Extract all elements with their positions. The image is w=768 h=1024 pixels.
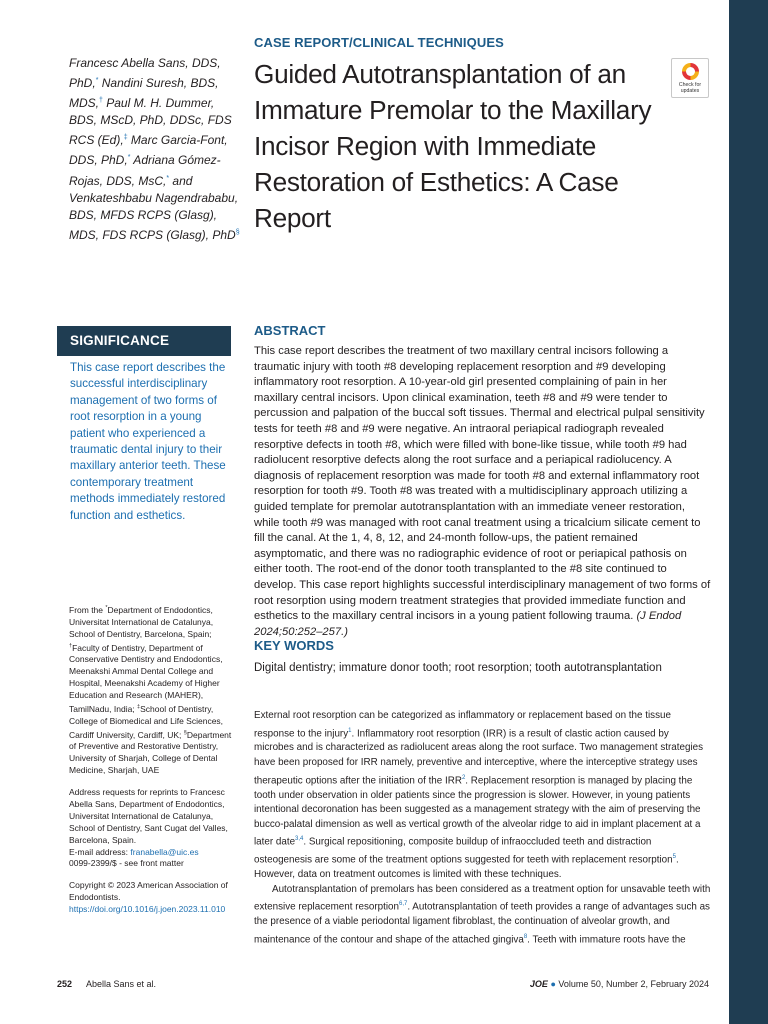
significance-body: This case report describes the successful interdisciplinary management of two forms of root resorption in a young patient who experienced a traumatic dental injury to their maxillary anterior teeth. These contemporary treatment methods immediately restored function and esthetics. (70, 361, 226, 522)
affiliation-text: Department of Endodontics, Universitat International de Catalunya, School of Dentistry, Barcelona, Spain; (69, 604, 214, 639)
author-affiliation-mark: * (127, 154, 131, 162)
author-list (69, 55, 244, 244)
author-name: Paul M. H. Dummer, BDS, MScD, PhD, DDSc, FDS RCS (Ed), (69, 96, 232, 148)
copyright-text: Copyright © 2023 American Association of Endodontists. (69, 880, 228, 903)
author-affiliation-mark: † (99, 97, 103, 105)
copyright-block (69, 880, 234, 916)
badge-text: Check for updates (678, 82, 702, 94)
abstract-heading: ABSTRACT (254, 323, 326, 338)
section-label: CASE REPORT/CLINICAL TECHNIQUES (254, 35, 504, 50)
body-paragraph (254, 883, 711, 948)
affiliation-text: From the (69, 604, 106, 615)
body-text-segment: Autotransplantation of premolars has been considered as a treatment option for unsavable teeth with extensive replacement resorption (254, 883, 711, 913)
issue-info: Volume 50, Number 2, February 2024 (558, 979, 709, 989)
affiliations-block (69, 603, 234, 926)
page-number: 252 (57, 979, 73, 989)
journal-abbrev: JOE (529, 979, 548, 989)
body-paragraph (254, 709, 711, 883)
keywords-heading: KEY WORDS (254, 638, 334, 653)
reference-link[interactable]: 2 (461, 774, 466, 781)
keywords-body: Digital dentistry; immature donor tooth; root resorption; tooth autotransplantation (254, 662, 662, 674)
reference-link[interactable]: 3,4 (295, 836, 304, 843)
journal-citation: (J Endod 2024;50:252–257.) (254, 610, 682, 638)
author-name: Adriana Gómez-Rojas, DDS, MsC, (69, 153, 221, 188)
email-link[interactable]: franabella@uic.es (130, 846, 199, 857)
body-text-segment: . Replacement resorption is managed by placing the tooth under observation in older patients since the progression is slower. However, in young patients intentional decoronation has been suggested as a management strategy with the aim of preserving the bucco-palatal dimension as well as vertical growth of the alveolar ridge to aid in implant placement at a later date (254, 774, 701, 848)
reprint-text: Address requests for reprints to Francesc Abella Sans, Department of Endodontics, Universitat International de Catalunya, School of Dentistry, Sant Cugat del Valles, Barcelona, Spain. (69, 787, 228, 845)
bullet-separator: ● (550, 979, 556, 989)
affiliation-text: Department of Preventive and Restorative Dentistry, University of Sharjah, College of Dental Medicine, Sharjah, UAE (69, 729, 232, 776)
author-name: Francesc Abella Sans, DDS, PhD, (69, 56, 221, 91)
body-text-segment: . However, data on treatment outcomes is limited with these techniques. (254, 854, 679, 881)
author-affiliation-mark: § (235, 228, 240, 236)
check-for-updates-icon (682, 63, 699, 80)
affiliation-mark: ‡ (137, 703, 141, 710)
author-affiliation-mark: * (95, 77, 99, 85)
body-text-segment: . Inflammatory root resorption (IRR) is a result of clastic action caused by microbes and is characterized as radiolucent areas along the root surface. Two management strategies have been proposed for IRR namely, preventive and interceptive, where the interceptive strategy uses therapeutic options after the initiation of the IRR (254, 727, 704, 786)
reference-link[interactable]: 8 (523, 933, 528, 940)
abstract-text: This case report describes the treatment of two maxillary central incisors following a traumatic injury with tooth #8 developing replacement resorption and #9 developing inflammatory root resorption. A 10-year-old girl presented complaining of pain in her maxillary central incisors. Upon clinical examination, teeth #8 and #9 were tender to percussion and palpation of the buccal soft tissues. Thermal and electrical pulpal sensitivity tests for teeth #8 and #9 were negative. An intraoral periapical radiograph revealed resorptive defects in tooth #8, which were filled with bone-like tissue, while tooth #9 had radiolucent resorptive defects along the root surface and a periapical radiolucency. A diagnosis of replacement resorption was made for tooth #8 and external inflammatory root resorption for tooth #9. Tooth #8 was treated with a multidisciplinary approach utilizing a guided template for premolar autotransplantation with an immediate veneer restoration, while tooth #9 was managed with root canal treatment using a tricalcium silicate cement to fill the canal. At the 1, 4, 8, 12, and 24-month follow-ups, the patient remained asymptomatic, and there was no radiographic evidence of root or periapical pathosis on either tooth. The root-end of the donor tooth transplanted to the #8 site continued to develop. This case report highlights successful interdisciplinary management of two forms of root resorption using modern treatment strategies that provided immediate function and esthetics to the maxillary central incisors in a young patient following trauma. (254, 345, 711, 623)
author-name: and Venkateshbabu Nagendrababu, BDS, MFDS RCPS (Glasg), MDS, FDS RCPS (Glasg), PhD (69, 173, 239, 242)
email-label: E-mail address: (69, 846, 131, 857)
main-body-text (254, 709, 711, 948)
check-for-updates-badge[interactable] (671, 58, 709, 98)
affiliation-mark: § (183, 729, 187, 736)
doi-link[interactable]: https://doi.org/10.1016/j.joen.2023.11.010 (69, 904, 226, 915)
author-name: Nandini Suresh, BDS, MDS, (69, 76, 219, 111)
issn-text: 0099-2399/$ - see front matter (69, 858, 184, 869)
affiliation-mark: * (105, 605, 108, 611)
reference-link[interactable]: 1 (348, 727, 352, 734)
body-text-segment: External root resorption can be categorized as inflammatory or replacement based on the tissue response to the injury (254, 710, 671, 739)
body-text-segment: . Surgical repositioning, composite buildup of infraoccluded teeth and distraction osteogenesis are some of the treatment options suggested for teeth with replacement resorption (254, 836, 673, 866)
author-affiliation-mark: ‡ (123, 134, 128, 142)
body-text-segment: . Teeth with immature roots have the (527, 934, 686, 945)
body-text-segment: . Autotransplantation of teeth provides a range of advantages such as the presence of a viable periodontal ligament fibroblast, the continuation of alveolar growth, and maintenance of the contour and shape of the attached gingiva (254, 901, 710, 945)
reference-link[interactable]: 5 (672, 854, 676, 861)
author-name: Marc Garcia-Font, DDS, PhD, (69, 133, 228, 168)
affiliation-text: School of Dentistry, College of Biomedical and Life Sciences, Cardiff University, Cardiff, UK; (69, 703, 224, 740)
affiliation-mark: † (69, 642, 73, 649)
article-title: Guided Autotransplantation of an Immature Premolar to the Maxillary Incisor Region with Immediate Restoration of Esthetics: A Case Report (254, 59, 652, 233)
affiliation-text: Faculty of Dentistry, Department of Conservative Dentistry and Endodontics, Meenakshi Ammal Dental College and Hospital, Meenakshi Academy of Higher Education and Research (MAHER), TamilNadu, India; (69, 642, 223, 714)
abstract-body (254, 344, 711, 640)
running-author: Abella Sans et al. (86, 979, 157, 989)
reference-link[interactable]: 6,7 (399, 901, 408, 908)
side-color-band (729, 0, 768, 1024)
journal-footer (530, 979, 709, 989)
affiliation-from (69, 603, 234, 777)
significance-heading: SIGNIFICANCE (57, 326, 231, 356)
reprint-address (69, 787, 234, 870)
author-affiliation-mark: * (166, 174, 170, 182)
